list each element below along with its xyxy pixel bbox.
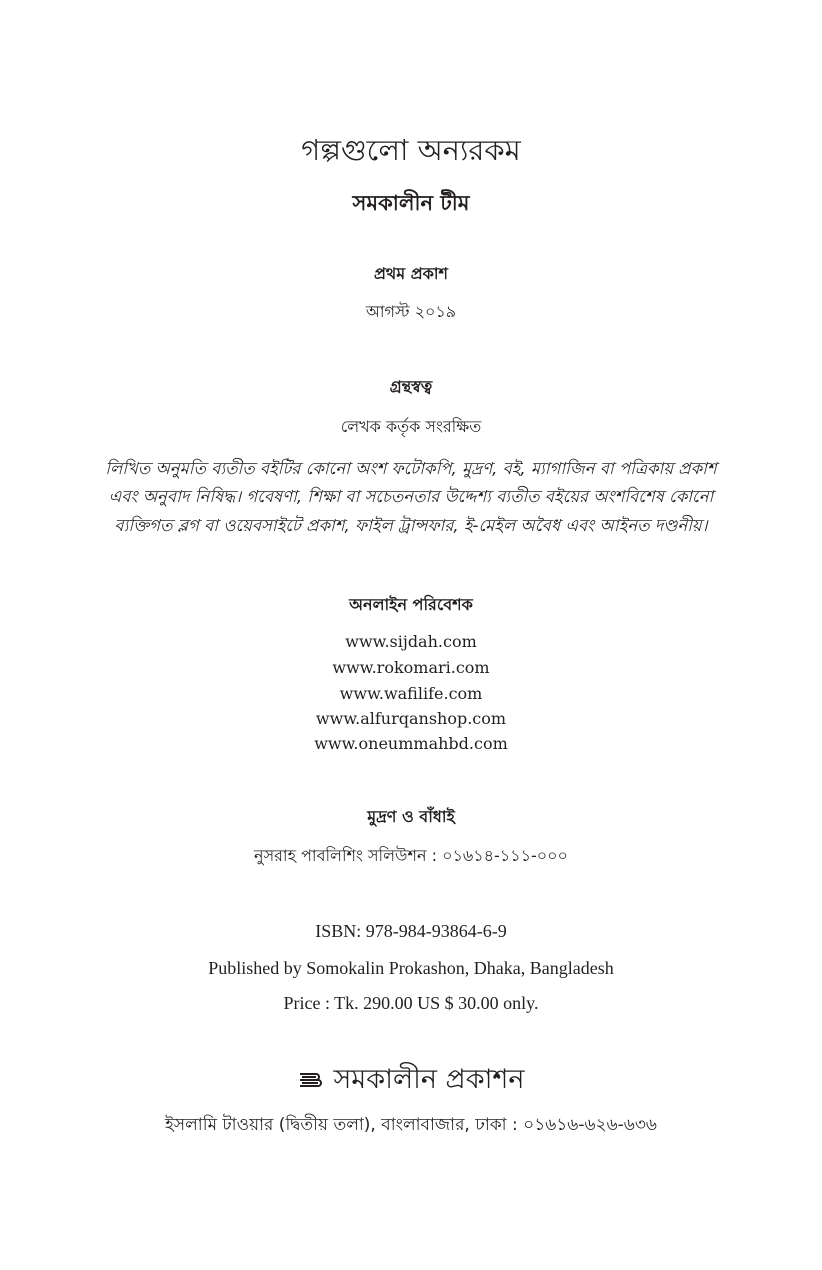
published-by: Published by Somokalin Prokashon, Dhaka, Bangladesh (208, 958, 614, 978)
online-site: www.alfurqanshop.com (315, 709, 507, 728)
isbn: ISBN: 978-984-93864-6-9 (315, 921, 507, 941)
author: সমকালীন টীম (352, 191, 470, 215)
publisher-address: ইসলামি টাওয়ার (দ্বিতীয় তলা), বাংলাবাজার, ঢাকা : ০১৬১৬-৬২৬-৬৩৬ (165, 1115, 657, 1135)
online-heading: অনলাইন পরিবেশক (349, 595, 473, 614)
copyright-holder: লেখক কর্তৃক সংরক্ষিত (340, 417, 482, 436)
online-site: www.oneummahbd.com (314, 734, 508, 753)
copyright-heading: গ্রন্থস্বত্ব (389, 377, 433, 396)
online-site: www.sijdah.com (345, 632, 477, 651)
copyright-notice-line: এবং অনুবাদ নিষিদ্ধ। গবেষণা, শিক্ষা বা সচেতনতার উদ্দেশ্য ব্যতীত বইয়ের অংশবিশেষ কোনো (108, 487, 714, 506)
printing-heading: মুদ্রণ ও বাঁধাই (367, 807, 455, 826)
copyright-notice-line: ব্যক্তিগত ব্লগ বা ওয়েবসাইটে প্রকাশ, ফাইল ট্রান্সফার, ই-মেইল অবৈধ এবং আইনত দণ্ডনীয়। (114, 516, 708, 535)
first-edition-heading: প্রথম প্রকাশ (373, 264, 448, 283)
publisher-name: সমকালীন প্রকাশন (333, 1064, 525, 1095)
copyright-notice-line: লিখিত অনুমতি ব্যতীত বইটির কোনো অংশ ফটোকপি, মুদ্রণ, বই, ম্যাগাজিন বা পত্রিকায় প্রকাশ (105, 459, 717, 478)
price: Price : Tk. 290.00 US $ 30.00 only. (283, 993, 539, 1013)
publisher-logo (0, 1066, 822, 1093)
book-title: গল্পগুলো অন্যরকম (301, 133, 521, 167)
book-stack-icon (297, 1070, 323, 1090)
first-edition-date: আগস্ট ২০১৯ (365, 302, 457, 321)
printer: নুসরাহ পাবলিশিং সলিউশন : ০১৬১৪-১১১-০০০ (254, 846, 568, 865)
online-site: www.wafilife.com (339, 684, 483, 703)
online-site: www.rokomari.com (332, 658, 490, 677)
